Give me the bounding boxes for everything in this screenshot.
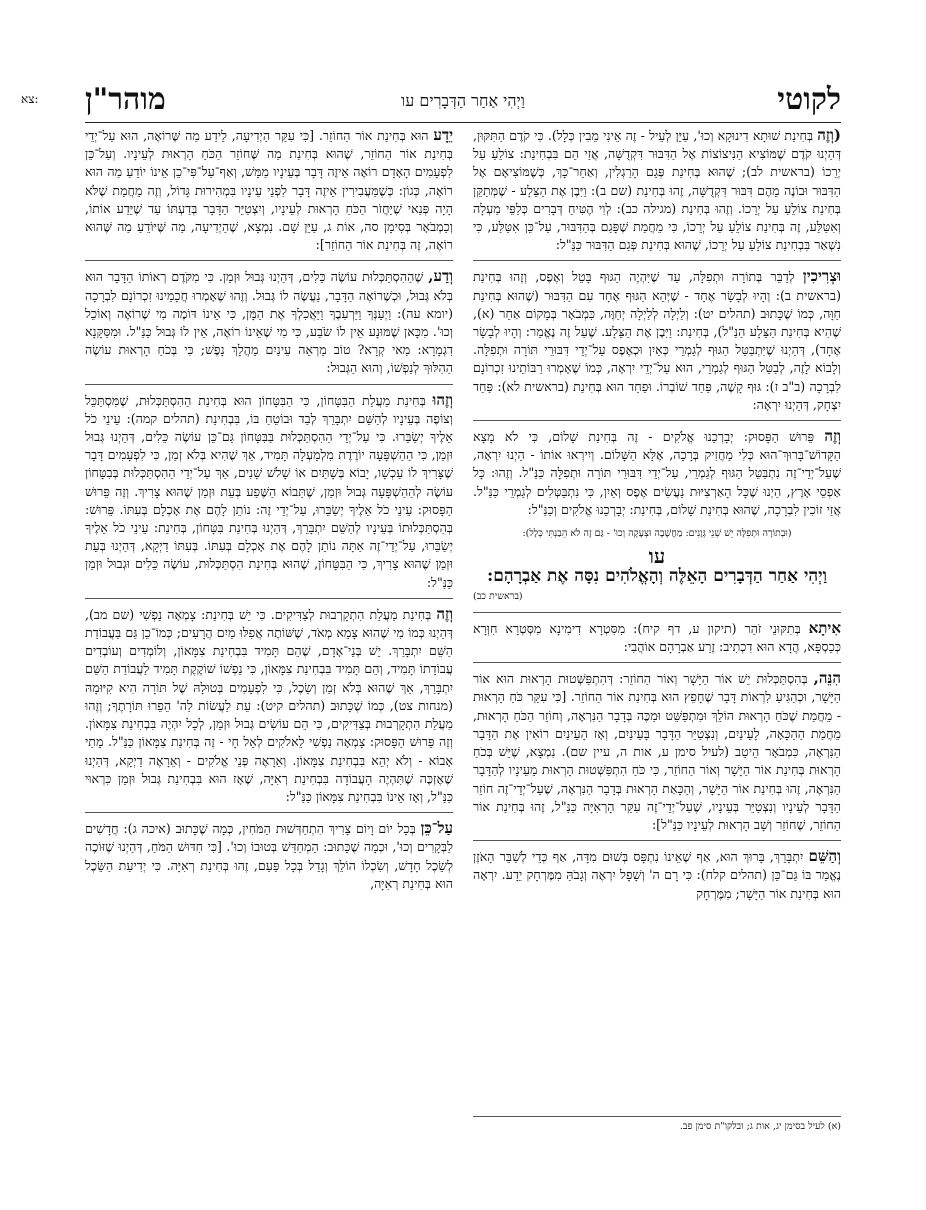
- section-number: עו: [648, 544, 666, 569]
- paragraph-text: פֵּרוּשׁ הַפָּסוּק: יְבָרְכֵנוּ אֱלֹקִים - זֶה בְּחִינַת שָׁלוֹם, כִּי לֹא מָצָא הַקָּדוֹשׁ־בָּרוּךְ־הוּא כְּלִי מַחֲזִיק בְּרָכָה, אֶלָּא הַשָּׁלוֹם. וְיִירְאוּ אוֹתוֹ - הַיְנוּ יִרְאָה, שֶׁעַל־יְדֵי־זֶה נִתְבַּטֵּל הַגּוּף לְגַמְרֵי, עַל־יְדֵי דִּבּוּרֵי תּוֹרָה וּתְפִלָּה כַּנַּ"ל. וְזֶהוּ: כָּל אַפְסֵי אָרֶץ, הַיְנוּ שֶׁכָּל הָאַרְצִיּוּת נַעֲשִׂים אֶפֶס וְאַיִן, כִּי נִתְבַּטְּלִים לְגַמְרֵי כַּנַּ"ל. אֲזַי זוֹכִין לִבְרָכָה, שֶׁהוּא בְּחִינַת שָׁלוֹם, בְּחִינַת: יְבָרְכֵנוּ אֱלֹקִים וְכַנַּ"ל:: [473, 429, 841, 517]
- paragraph-text: בְּכָל יוֹם וָיוֹם צָרִיךְ הִתְחַדְּשׁוּת הַמֹּחִין, כְּמָה שֶׁכָּתוּב (איכה ג): חֲדָשִׁים לַבְּקָרִים וְכוּ', וּכְמָה שֶׁכָּתוּב: הַמְחַדֵּשׁ בְּטוּבוֹ וְכוּ'. [כִּי חִדּוּשׁ הַמֹּחַ, דְּהַיְנוּ שֶׁזּוֹכֶה לְשֵׂכֶל חָדָשׁ, וְשִׂכְלוֹ הוֹלֵךְ וְגָדֵל בְּכָל פַּעַם, זֶהוּ בְּחִינַת רְאִיָּה. כִּי יְדִיעַת הַשֵּׂכֶל הוּא בְּחִינַת רְאִיָּה,: [85, 821, 453, 891]
- paragraph: [85, 819, 453, 893]
- paragraph-text: בְּחִינַת שׁוּתָא דִינוּקָא וְכוּ', עַיֵּן לְעֵיל - זֶה אֵינִי מֵבִין כְּלָל). כִּי קֹדֶם הַתִּקּוּן, דְּהַיְנוּ קֹדֶם שֶׁמּוֹצִיא הַנִּיצוֹצוֹת אֶל הַדִּבּוּר דִּקְדֻשָּׁה, אֲזַי הֵם בִּבְחִינַת: צוֹלֵעַ עַל יְרֵכוֹ (בראשית לב); שֶׁהוּא בְּחִינַת פְּגַם הָרַגְלִין, וְאַחַר־כָּךְ, כְּשֶׁמּוֹצִיאָם אֶל הַדִּבּוּר וּבוֹנֶה מֵהֶם דִּבּוּר דִּקְדֻשָּׁה, זֶהוּ בְּחִינַת (שם ב): וַיִּבֶן אֶת הַצֵּלָע - שֶׁמְּתַקֵּן בְּחִינַת צוֹלֵעַ עַל יְרֵכוֹ. וְזֶהוּ בְּחִינַת (מגילה כב): לְוִי הֶטִּיחַ דְּבָרִים כְּלַפֵּי מַעְלָה וְאִטַּלַּע, זֶה בְּחִינַת צוֹלֵעַ עַל יְרֵכוֹ, כִּי מֵחֲמַת שֶׁפָּגַם בְּהַדִּבּוּר, עַל־כֵּן אִטַּלַּע, כִּי נִשְׁאַר בִּבְחִינַת צוֹלֵעַ עַל יְרֵכוֹ, שֶׁהוּא בְּחִינַת פְּגַם הַדִּבּוּר כַּנַּ"ל:: [473, 128, 841, 253]
- paragraph: [85, 605, 453, 806]
- paragraph-text: בְּחִינַת מַעֲלַת הִתְקָרְבוּת לְצַדִּיקִים. כִּי יֵשׁ בְּחִינַת: צָמְאָה נַפְשִׁי (שם מב), דְּהַיְנוּ כְּמוֹ מִי שֶׁהוּא צָמֵא מְאֹד, שֶׁשּׁוֹתֶה אֲפִלּוּ מַיִם הֲרָעִים; כְּמוֹ־כֵן גַּם בַּעֲבוֹדַת הַשֵּׁם יִתְבָּרַךְ. יֵשׁ בְּנֵי־אָדָם, שֶׁהֵם תָּמִיד בִּבְחִינַת צִמָּאוֹן, וְלוֹמְדִים וְעוֹבְדִים עֲבוֹדָתוֹ תָּמִיד, וְהֵם תָּמִיד בִּבְחִינַת צִמָּאוֹן, כִּי נַפְשׁוֹ שׁוֹקֶקֶת תָּמִיד לַעֲבוֹדַת הַשֵּׁם יִתְבָּרַךְ, אַךְ שֶׁהוּא בְּלֹא זְמַן וְשֵׂכֶל, כִּי לִפְעָמִים בְּטוּלָהּ שֶׁל תּוֹרָה הִיא קִיּוּמָהּ (מנחות צט), כְּמוֹ שֶׁכָּתוּב (תהלים קיט): עֵת לַעֲשׂוֹת לַה' הֵפֵרוּ תּוֹרָתֶךָ; וְזֶהוּ מַעֲלַת הִתְקָרְבוּת בְּצַדִּיקִים, כִּי הֵם עוֹשִׂים גְּבוּל וּזְמַן, לְכָל יִהְיֶה בִּבְחִינַת צִמָּאוֹן. וְזֶה פֵּרוּשׁ הַפָּסוּק: צָמְאָה נַפְשִׁי לֵאלֹקִים לְאֵל חָי - זֶה בְּחִינַת צִמָּאוֹן כַּנַּ"ל. מָתַי אָבוֹא - וְלֹא יְהֵא בִּבְחִינַת צִמָּאוֹן. וְאֵרָאֶה פְּנֵי אֱלֹקִים - וְאֵרָאֶה דַיְקָא, דְּהַיְנוּ שֶׁאֶזְכֶּה שֶׁתִּהְיֶה הָעֲבוֹדָה בִּבְחִינַת רְאִיָּה, שֶׁאָז הוּא בִּבְחִינַת גְּבוּל וּזְמַן כִּרְאוּי כַּנַּ"ל, וְאָז אֵינוֹ בִּבְחִינַת צִמָּאוֹן כַּנַּ"ל:: [85, 606, 453, 804]
- paragraph-lead: וּצְרִיכִין: [802, 267, 841, 286]
- paragraph-lead: וְדַע,: [428, 267, 453, 286]
- paragraph-lead: עַל־כֵּן: [420, 819, 453, 838]
- running-header: וַיְהִי אַחַר הַדְּבָרִים עו: [401, 91, 525, 110]
- section-title: וַיְהִי אַחַר הַדְּבָרִים הָאֵלֶּה וְהָאֱלֹהִים נִסָּה אֶת אַבְרָהָם:: [486, 566, 827, 587]
- paragraph-text: בְּחִינַת מַעֲלַת הַבִּטָּחוֹן, כִּי הַבִּטָּחוֹן הוּא בְּחִינַת הַהִסְתַּכְּלוּת, שֶׁמִּסְתַּכֵּל וְצוֹפֶה בְּעֵינָיו לְהַשֵּׁם יִתְבָּרֵךְ לְבַד וּבוֹטֵחַ בּוֹ, בִּבְחִינַת (תהלים קמה): עֵינֵי כֹל אֵלֶיךָ יְשַׂבֵּרוּ. כִּי עַל־יְדֵי הַהִסְתַּכְּלוּת בַּבִּטָּחוֹן גַּם־כֵּן עוֹשֶׂה כֵּלִים, דְּהַיְנוּ גְּבוּל וּזְמַן, כִּי הַהַשְׁפָּעָה יוֹרֶדֶת מִלְמַעְלָה תָּמִיד, אַךְ שֶׁהִיא בְּלֹא זְמַן, כִּי לִפְעָמִים דָּבָר שֶׁצָּרִיךְ לוֹ עַכְשָׁו, יָבוֹא בְּשָׁתַּיִם אוֹ שָׁלֹשׁ שָׁנִים, אַךְ עַל־יְדֵי הַהִסְתַּכְּלוּת בְּבִטָּחוֹן עוֹשֶׂה לְהַהַשְׁפָּעָה גְּבוּל וּזְמַן, שֶׁתַּבוֹא הַשֶּׁפַע בְּעֵת וּזְמַן שֶׁהוּא צָרִיךְ. וְזֶה פֵּרוּשׁ הַפָּסוּק: עֵינֵי כֹל אֵלֶיךָ יְשַׂבֵּרוּ, עַל־יְדֵי זֶה: נוֹתֵן לָהֶם אֶת אָכְלָם בְּעִתּוֹ. פֵּרוּשׁ: בְּהִסְתַּכְּלוּתוֹ בְּעֵינָיו לְהַשֵּׁם יִתְבָּרֵךְ, דְּהַיְנוּ בְּחִינַת בִּטָּחוֹן, בְּחִינַת: עֵינֵי כֹל אֵלֶיךָ יְשַׂבֵּרוּ, עַל־יְדֵי־זֶה אַתָּה נוֹתֵן לָהֶם אֶת אָכְלָם בְּעִתּוֹ. בְּעִתּוֹ דַיְקָא, דְּהַיְנוּ בְּעֵת וּזְמַן שֶׁהוּא צָרִיךְ, כִּי הַבִּטָּחוֹן, שֶׁהוּא בְּחִינַת הִסְתַּכְּלוּת, עוֹשֶׂה כֵּלִים וּגְבוּל וּזְמַן כַּנַּ"ל:: [85, 392, 453, 590]
- paragraph-lead: (וְזֶה: [817, 126, 841, 144]
- right-column: [473, 126, 841, 1126]
- divider: [85, 384, 453, 385]
- paragraph-lead: יֵדָע: [433, 126, 453, 144]
- bracket-note: (וּבְתוֹרָה וּתְפִלָּה יֵשׁ שְׁנֵי גְּוָנִים: מַחֲשָׁבָה וּצְעָקָה וְכוּ' - גַּם זֶה לֹא הֵבַנְתִּי כְּלָל):: [522, 528, 792, 540]
- section-source: (בראשית כב): [473, 590, 523, 602]
- left-column: [85, 126, 453, 1126]
- paragraph-text: הוּא בְּחִינַת אוֹר הַחוֹזֵר. [כִּי עִקַּר הַיְדִיעָה, לֵידַע מַה שֶּׁרוֹאֶה, הוּא עַל־יְדֵי בְּחִינַת אוֹר הַחוֹזֵר, שֶׁהוּא בְּחִינַת מַה שֶּׁחוֹזֵר הַכֹּחַ הָרְאוּת לְעֵינָיו. וְעַל־כֵּן לִפְעָמִים הָאָדָם רוֹאֶה אֵיזֶה דָּבָר בְּעֵינָיו מַמָּשׁ, וְאַף־עַל־פִּי־כֵן אֵינוֹ יוֹדֵעַ מַה הוּא רוֹאֶה, כְּגוֹן: כְּשֶׁמַּעֲבִירִין אֵיזֶה דָּבָר לִפְנֵי עֵינָיו בִּמְהִירוּת גָּדוֹל, וְזֶה מֵחֲמַת שֶׁלֹּא הָיָה פְּנַאי שֶׁיַּחֲזֹר הַכֹּחַ הָרְאוּת לְעֵינָיו, וְיִצְטַיֵּר הַדָּבָר בְּדַעְתּוֹ עַד שֶׁיֵּדַע אוֹתוֹ, וְכַמְבֹאָר בְּסִימָן סה, אוֹת ג, עַיֵּן שָׁם. נִמְצָא, שֶׁהַיְדִיעָה, מַה שֶּׁיּוֹדֵעַ מַה שֶּׁהוּא רוֹאֶה, זֶה בְּחִינַת אוֹר הַחוֹזֵר]:: [85, 128, 453, 253]
- paragraph-lead: אִיתָא: [808, 618, 841, 637]
- paragraph: [473, 847, 841, 903]
- paragraph-text: לְדַבֵּר בְּתוֹרָה וּתְפִלָּה, עַד שֶׁיִּהְיֶה הַגּוּף בָּטֵל וְאֶפֶס, וְזֶהוּ בְּחִינַת (בראשית ב): וְהָיוּ לְבָשָׂר אֶחָד - שֶׁיְּהֵא הַגּוּף אֶחָד עִם הַדִּבּוּר (שֶׁהוּא בְּחִינַת חַוָּה, כְּמוֹ שֶׁכָּתוּב (תהלים יט): וְלַיְלָה לְלַיְלָה יְחַוֶּה, כִּמְבֹאָר בְּמָקוֹם אַחֵר (א), שֶׁהִיא בְּחִינַת הַצֵּלָע הַנַּ"ל), בְּחִינַת: וַיִּבֶן אֶת הַצֵּלָע. שֶׁעַל זֶה נֶאֱמַר: וְהָיוּ לְבָשָׂר אֶחָד), דְּהַיְנוּ שֶׁיִּתְבַּטֵּל הַגּוּף לְגַמְרֵי כְּאַיִן וּכְאֶפֶס עַל־יְדֵי דִּבּוּרֵי תּוֹרָה וּתְפִלָּה. וְלָבוֹא לָזֶה, לְבַטֵּל הַגּוּף לְגַמְרֵי, הוּא עַל־יְדֵי יִרְאָה, כְּמוֹ שֶׁאָמְרוּ רַבּוֹתֵינוּ זִכְרוֹנָם לִבְרָכָה (ב"ב ז): גּוּף קָשֶׁה, פַּחַד שׁוֹבְרוֹ. וּפַחַד הוּא בְּחִינַת (בראשית לא): פַּחַד יִצְחָק, דְּהַיְנוּ יִרְאָה:: [473, 269, 841, 412]
- paragraph: [85, 267, 453, 377]
- divider: [473, 662, 841, 663]
- paragraph-text: בְּהִסְתַּכְּלוּת יֵשׁ אוֹר הַיָּשָׁר וְאוֹר הַחוֹזֵר: דְּהִתְפַּשְּׁטוּת הָרְאוּת הוּא אוֹר הַיָּשָׁר, וּכְהַגִּיעַ לִרְאוֹת דָּבָר שֶׁחָפֵץ הוּא בְּחִינַת אוֹר הַחוֹזֵר. [כִּי עִקַּר כֹּחַ הָרְאוּת - מֵחֲמַת שֶׁכֹּחַ הָרְאוּת הוֹלֵךְ וּמִתְפַּשֵּׁט וּמַכֶּה בְּדָבָר הַנִּרְאֶה, וְחוֹזֵר הַכֹּחַ הָרְאוּת, מֵחֲמַת הַהַכָּאָה, לָעֵינַיִם, וְנִצְטַיֵּר הַדָּבָר בָּעֵינַיִם, וְאָז הָעֵינַיִם רוֹאִין אֶת הַדָּבָר הַנִּרְאֶה, כִּמְבֹאָר הֵיטֵב (לעיל סימן ע, אות ה, עיין שם). נִמְצָא, שֶׁיֵּשׁ בְּכֹחַ הָרְאוּת בְּחִינַת אוֹר הַיָּשָׁר וְאוֹר הַחוֹזֵר, כִּי כֹּחַ הִתְפַּשְּׁטוּת הָרְאוּת מֵעֵינָיו לְהַדָּבָר הַנִּרְאֶה, זֶהוּ בְּחִינַת אוֹר הַיָּשָׁר, וְהַכָּאַת הָרְאוּת בְּדָבָר הַנִּרְאֶה, שֶׁעַל־יְדֵי־זֶה חוֹזֵר הַדָּבָר לְעֵינָיו וְנִצְטַיֵּר בְּעֵינָיו, שֶׁעַל־יְדֵי־זֶה עִקַּר הָרְאִיָּה כַּנַּ"ל, זֶהוּ בְּחִינַת אוֹר הַחוֹזֵר, שֶׁחוֹזֵר וְשָׁב הָרְאוּת לְעֵינָיו כַּנַּ"ל]:: [473, 671, 841, 832]
- paragraph-lead: וְזֶה: [824, 427, 841, 446]
- divider: [473, 260, 841, 261]
- footnote: (א) לעיל בסימן יג, אות ג; ובלקו"ת סימן פב.: [473, 1116, 841, 1132]
- paragraph-lead: וְזֶה: [436, 604, 453, 623]
- paragraph: [473, 126, 841, 254]
- paragraph: [473, 619, 841, 656]
- divider: [473, 420, 841, 421]
- divider: [473, 840, 841, 841]
- page-header: [21, 82, 841, 123]
- paragraph: [473, 267, 841, 414]
- book-title-right: לקוטי: [777, 82, 841, 117]
- paragraph-lead: וְהַשֵּׁם: [808, 847, 841, 866]
- divider: [85, 260, 453, 261]
- paragraph-text: יִתְבָּרֵךְ, בָּרוּךְ הוּא, אַף שֶׁאֵינוֹ נִתְפָּס בְּשׁוּם מִדָּה, אַף כְּדֵי לְשַׁבֵּר הָאֹזֶן נֶאֱמַר בּוֹ גַּם־כֵּן (תהלים קלח): כִּי רָם ה' וְשָׁפָל יִרְאֶה וְגָבֹהַּ מִמֶּרְחָק יֵדָע. יִרְאָה הוּא בְּחִינַת אוֹר הַיָּשָׁר; מִמֶּרְחָק: [473, 849, 841, 901]
- paragraph-lead: הִנֵּה,: [813, 669, 841, 688]
- book-title-left: מוהר"ן: [85, 82, 166, 117]
- paragraph: [473, 669, 841, 834]
- paragraph-lead: וְזֶהוּ: [432, 390, 453, 409]
- paragraph-text: שֶׁהַהִסְתַּכְּלוּת עוֹשֶׂה כֵּלִים, דְּהַיְנוּ גְּבוּל וּזְמַן. כִּי מִקֹּדֶם רְאוֹתוֹ הַדָּבָר הוּא בְּלֹא גְּבוּל, וּכְשֶׁרוֹאֶה הַדָּבָר, נַעֲשֶׂה לוֹ גְּבוּל. וְזֶהוּ שֶׁאָמְרוּ חֲכָמֵינוּ זִכְרוֹנָם לִבְרָכָה (יומא עה): וַיְעַנְּךָ וַיַּרְעִבֶךָ וַיַּאֲכִלְךָ אֶת הַמָּן, כִּי אֵינוֹ דּוֹמֶה מִי שֶׁרוֹאֶה וְאוֹכֵל וְכוּ'. מִכָּאן שֶׁמּוּנָע אֵין לוֹ שֹׂבַע, כִּי מִי שֶׁאֵינוֹ רוֹאֶה, אֵין לוֹ גְּבוּל כַּנַּ"ל. וּמִסַּקָּנָא דִגְמָרָא: מַאי קְרָא? טוֹב מַרְאֵה עֵינַיִם מֵהֲלָךְ נָפֶשׁ; כִּי בְּכֹחַ הָרְאוּת עוֹשֶׂה הַהִלּוּךְ לְנַפְשׁוֹ, וְהוּא הַגְּבוּל:: [85, 269, 453, 376]
- paragraph: [85, 391, 453, 592]
- divider: [473, 612, 841, 613]
- paragraph: [85, 126, 453, 254]
- divider: [85, 812, 453, 813]
- paragraph: [473, 427, 841, 519]
- page-number: צא:: [21, 92, 39, 106]
- paragraph-text: בְּתִקּוּנֵי זֹהַר (תיקון ע, דף קיח): מִסִּטְרָא דִימִינָא מִסְּטְרָא חִוְּרָא כְּכַסְפָּא, הֲדָא הוּא דִכְתִיב: זֶרַע אַבְרָהָם אוֹהֲבִי:: [473, 620, 841, 655]
- divider: [85, 598, 453, 599]
